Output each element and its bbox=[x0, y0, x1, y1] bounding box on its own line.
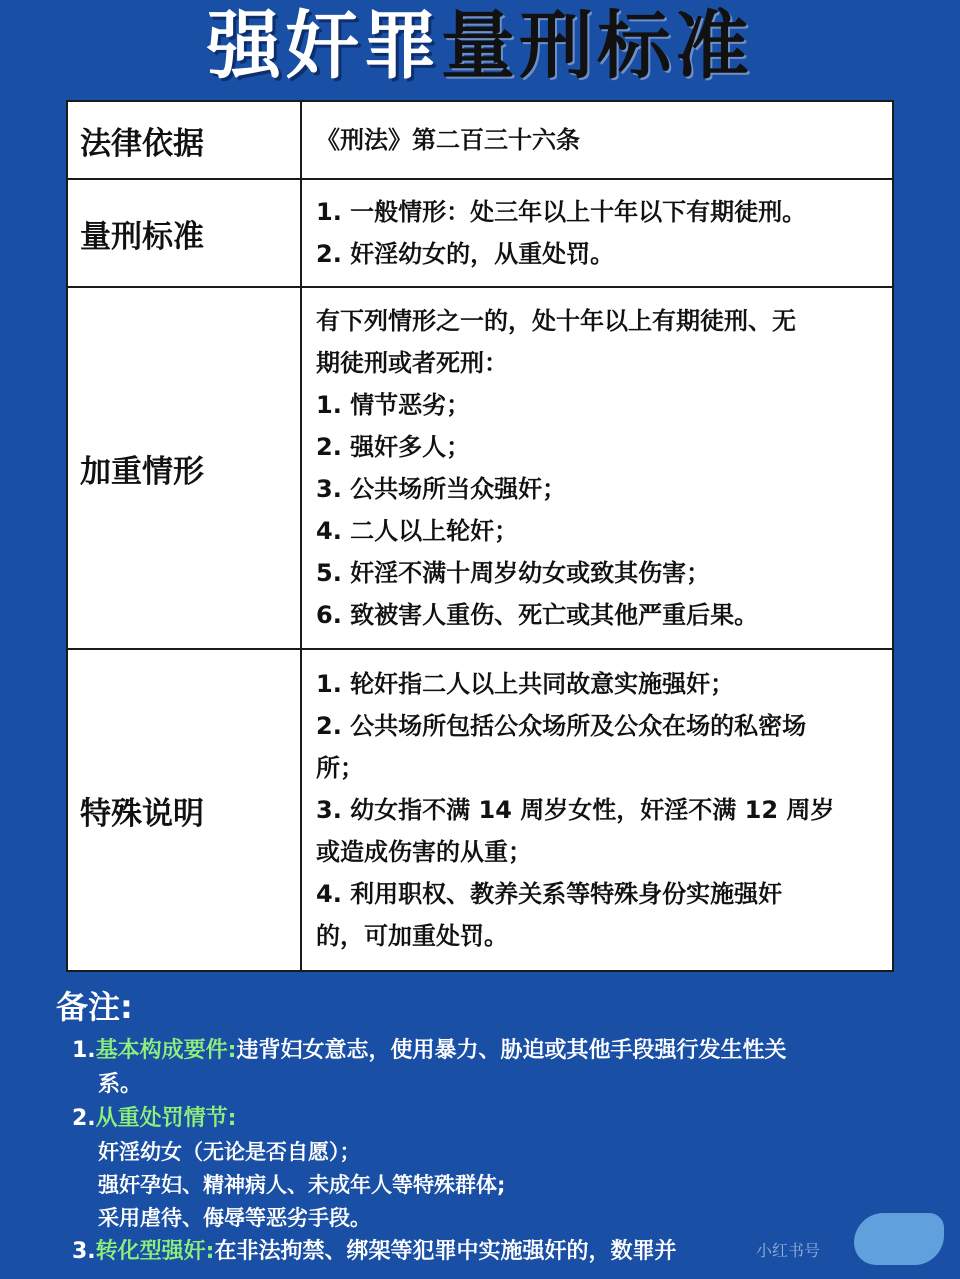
row-line: 《刑法》第二百三十六条 bbox=[316, 126, 580, 154]
logo-blob-icon bbox=[854, 1213, 944, 1265]
row-line: 6. 致被害人重伤、死亡或其他严重后果。 bbox=[316, 601, 759, 629]
row-line: 所； bbox=[316, 754, 364, 782]
row-head: 特殊说明 bbox=[68, 650, 302, 970]
row-head: 法律依据 bbox=[68, 102, 302, 178]
row-line: 或造成伤害的从重； bbox=[316, 838, 532, 866]
title-part-sentencing: 量刑标准 bbox=[441, 3, 753, 89]
law-table bbox=[66, 100, 894, 972]
row-line: 2. 奸淫幼女的，从重处罚。 bbox=[316, 240, 615, 268]
title-part-crime: 强奸罪 bbox=[207, 3, 441, 89]
row-body bbox=[302, 288, 892, 648]
row-body bbox=[302, 650, 892, 970]
note-number: 2. bbox=[72, 1106, 96, 1131]
note-sub-item: 采用虐待、侮辱等恶劣手段。 bbox=[98, 1206, 371, 1230]
note-number: 3. bbox=[72, 1239, 96, 1264]
table-row-aggravating bbox=[68, 288, 892, 650]
row-line: 5. 奸淫不满十周岁幼女或致其伤害； bbox=[316, 559, 711, 587]
row-line: 2. 公共场所包括公众场所及公众在场的私密场 bbox=[316, 712, 807, 740]
note-item-2 bbox=[72, 1102, 936, 1136]
row-line: 有下列情形之一的，处十年以上有期徒刑、无 bbox=[316, 307, 796, 335]
note-key: 转化型强奸: bbox=[95, 1239, 215, 1264]
table-row-special-notes bbox=[68, 650, 892, 970]
row-body bbox=[302, 102, 892, 178]
page-title bbox=[0, 0, 960, 92]
row-line: 3. 幼女指不满 14 周岁女性，奸淫不满 12 周岁 bbox=[316, 796, 835, 824]
note-number: 1. bbox=[72, 1038, 96, 1063]
row-line: 1. 一般情形：处三年以上十年以下有期徒刑。 bbox=[316, 198, 807, 226]
notes-title: 备注: bbox=[56, 988, 133, 1026]
note-continuation: 系。 bbox=[98, 1072, 143, 1097]
row-line: 1. 轮奸指二人以上共同故意实施强奸； bbox=[316, 670, 735, 698]
row-line: 4. 利用职权、教养关系等特殊身份实施强奸 bbox=[316, 880, 783, 908]
note-sub-item: 奸淫幼女（无论是否自愿）； bbox=[98, 1140, 361, 1164]
note-key: 从重处罚情节: bbox=[95, 1106, 237, 1131]
note-key: 基本构成要件: bbox=[95, 1038, 237, 1063]
table-row-legal-basis bbox=[68, 102, 892, 180]
note-item-1 bbox=[72, 1034, 936, 1068]
row-line: 2. 强奸多人； bbox=[316, 433, 471, 461]
note-text: 在非法拘禁、绑架等犯罪中实施强奸的，数罪并 bbox=[214, 1239, 677, 1264]
note-sub-item: 强奸孕妇、精神病人、未成年人等特殊群体; bbox=[98, 1173, 506, 1197]
row-head: 量刑标准 bbox=[68, 180, 302, 286]
row-line: 3. 公共场所当众强奸； bbox=[316, 475, 567, 503]
row-line: 期徒刑或者死刑： bbox=[316, 349, 508, 377]
row-head: 加重情形 bbox=[68, 288, 302, 648]
row-line: 1. 情节恶劣； bbox=[316, 391, 471, 419]
row-line: 的，可加重处罚。 bbox=[316, 922, 508, 950]
watermark-text: 小红书号 bbox=[755, 1241, 820, 1260]
note-text: 违背妇女意志，使用暴力、胁迫或其他手段强行发生性关 bbox=[236, 1038, 787, 1063]
row-line: 4. 二人以上轮奸； bbox=[316, 517, 519, 545]
row-body bbox=[302, 180, 892, 286]
notes-section bbox=[56, 984, 936, 1269]
table-row-sentencing bbox=[68, 180, 892, 288]
